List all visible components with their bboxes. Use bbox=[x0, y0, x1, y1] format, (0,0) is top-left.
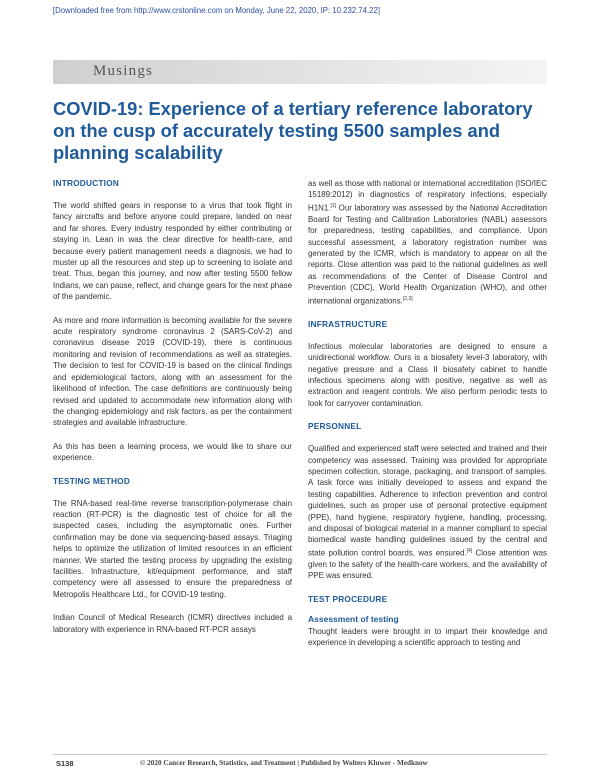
intro-paragraph-2: As more and more information is becoming available for the severe acute respiratory syndrome coronavirus 2 (SARS-CoV-2) and coronavirus disease 2019 (COVID-19), there is continuous monitoring and revision of recommendations as well as strategies. The decision to test for COVID-19 is based on the clinical findings and epidemiological factors, along with an assessment for the likelihood of infection. The case definitions are continuously being revised and updated to accommodate new information along with the changing epidemiology and risk factors, as per the containment strategies and available infrastructure. bbox=[53, 315, 292, 428]
test-procedure-paragraph: Thought leaders were brought in to impart their knowledge and experience in developing a scientific approach to testing and bbox=[308, 626, 547, 648]
section-label: Musings bbox=[93, 63, 154, 79]
footer-copyright: © 2020 Cancer Research, Statistics, and Treatment | Published by Wolters Kluwer - Medknow bbox=[140, 759, 428, 767]
article-title: COVID-19: Experience of a tertiary reference laboratory on the cusp of accurately testing 5500 samples and planning scalability bbox=[53, 98, 533, 163]
left-column bbox=[53, 178, 292, 647]
citation-4[interactable]: [4] bbox=[466, 547, 473, 554]
citation-1[interactable]: [1] bbox=[330, 202, 337, 209]
citation-2-3[interactable]: [2,3] bbox=[402, 295, 413, 302]
testing-method-paragraph-2: Indian Council of Medical Research (ICMR) directives included a laboratory with experience in RNA-based RT-PCR assays bbox=[53, 613, 292, 634]
infrastructure-paragraph: Infectious molecular laboratories are designed to ensure a unidirectional workflow. Ours is a biosafety level-3 laboratory, with negative pressure and a Class II biosafety cabinet to handle infectious specimens along with positive, negative as well as extraction and reagent controls. We also perform periodic tests to look for carryover contamination. bbox=[308, 341, 547, 408]
page-number: S138 bbox=[56, 759, 74, 768]
accreditation-paragraph: as well as those with national or international accreditation (ISO/IEC 15189:2012) in diagnostics of respiratory infections, especially H1N1.[1] Our laboratory was assessed by the National Accreditation Board for Testing and Calibration Laboratories (NABL) assessors for preparedness, testing capabilities, and compliance. Upon successful assessment, a laboratory registration number was generated by the ICMR, which is mandatory to appear on all the reports. Close attention was paid to the national guidelines as well as recommendations of the Center of Disease Control and Prevention (CDC), World Health Organization (WHO), and other international organizations.[2,3] bbox=[308, 179, 547, 306]
heading-personnel: PERSONNEL bbox=[308, 421, 362, 432]
footer-divider bbox=[53, 754, 547, 755]
intro-paragraph-1: The world shifted gears in response to a virus that took flight in fancy aircrafts and before anyone could prepare, landed on near and far shores. Every industry responded by either contributing or staying in. Lean in was the clear directive for health-care, and because every patient management needs a diagnosis, we had to muster up all the resources and step up to screening to isolate and treat. Thus, began this journey, and now after testing 5500 fellow Indians, we can pause, reflect, and change gears for the next phase of the pandemic. bbox=[53, 201, 292, 302]
intro-paragraph-3: As this has been a learning process, we would like to share our experience. bbox=[53, 441, 292, 463]
right-column bbox=[308, 178, 547, 661]
heading-testing-method: TESTING METHOD bbox=[53, 475, 131, 486]
testing-method-paragraph-1: The RNA-based real-time reverse transcription-polymerase chain reaction (RT-PCR) is the diagnostic test of choice for all the suspected cases, including the asymptomatic ones. Further confirmation may be done via sequencing-based assays. Triaging helps to optimize the utilization of limited resources in an efficient manner. We started the testing process by upgrading the existing facilities. Infrastructure, kit/equipment performance, and staff competency were all assessed to ensure the preparedness of Metropolis Healthcare Ltd., for COVID-19 testing. bbox=[53, 498, 292, 599]
heading-introduction: INTRODUCTION bbox=[53, 178, 120, 188]
heading-infrastructure: INFRASTRUCTURE bbox=[308, 318, 388, 329]
personnel-paragraph: Qualified and experienced staff were selected and trained and their competency was assessed. Training was provided for appropriate specimen collection, storage, packaging, and transport of samples. A task force was initially developed to assess and expand the testing capabilities. Adherence to infection prevention and control guidelines, such as proper use of personal protective equipment (PPE), hand hygiene, respiratory hygiene, handling, processing, and disposal of biological material in a manner compliant to special biomedical waste handling guidelines issued by the central and state pollution control boards, was ensured.[4] Close attention was given to the safety of the health-care workers, and the availability of PPE was ensured. bbox=[308, 444, 547, 581]
subheading-assessment-of-testing: Assessment of testing bbox=[308, 613, 399, 624]
section-banner bbox=[53, 60, 547, 84]
heading-test-procedure: TEST PROCEDURE bbox=[308, 593, 388, 604]
download-note: [Downloaded free from http://www.crstonline.com on Monday, June 22, 2020, IP: 10.232.74.22] bbox=[52, 6, 380, 15]
